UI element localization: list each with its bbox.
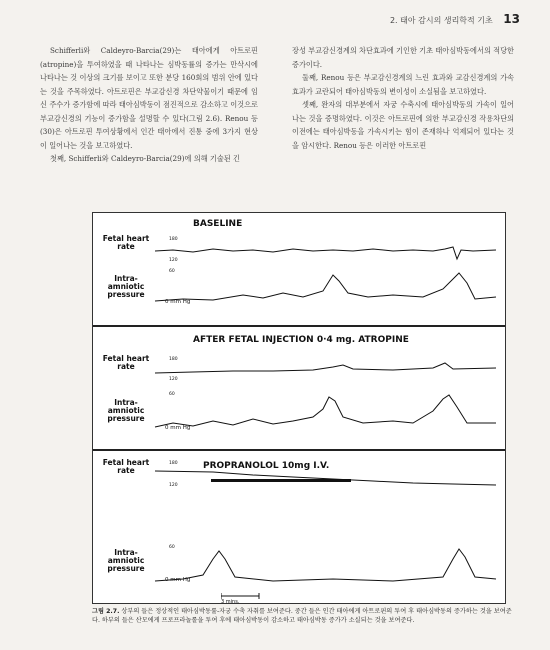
panel-title-propranolol: PROPRANOLOL 10mg I.V. (203, 461, 330, 471)
infusion-bar (211, 479, 351, 482)
caption-label: 그림 2.7. (92, 608, 120, 615)
right-paragraph-2: 둘째, Renou 등은 부교감신경계의 느린 효과와 교감신경계의 가속 효과가 교란되어 태아심박동의 변이성이 소실됨을 보고하였다. (292, 73, 514, 96)
fhr-tick-low: 120 (169, 377, 178, 382)
baseline-fhr-trace (155, 247, 496, 259)
panel-propranolol (93, 451, 505, 601)
left-paragraph-2: 첫째, Schifferli와 Caldeyro-Barcia(29)에 의해 기술된 긴 (50, 154, 240, 163)
iap-tick-high: 60 (169, 392, 175, 397)
left-column (40, 44, 258, 166)
iap-label: Intra-amniotic pressure (107, 398, 145, 423)
panel-baseline (93, 213, 505, 327)
panel-title-atropine: AFTER FETAL INJECTION 0·4 mg. ATROPINE (193, 335, 409, 345)
fhr-label: Fetal heart rate (102, 234, 150, 251)
fhr-label: Fetal heart rate (102, 458, 150, 475)
atropine-traces (153, 351, 498, 441)
right-column (292, 44, 514, 152)
panel-title-baseline: BASELINE (193, 219, 243, 229)
left-paragraph-1: Schifferli와 Caldeyro-Barcia(29)는 태아에게 아트로핀(atropine)을 투여하였을 때 나타나는 심박동률의 증가는 만삭시에 나타나는 것 이상의 크기를 보이고 또한 분당 160회의 범위 안에 있다는 것을 주목하였다. 아트로핀은 부교감신경 차단약물이기 때문에 임신 주수가 증가함에 따라 태아심박동이 점진적으로 감소하고 이것으로 부교감신경의 기능이 증가함을 설명할 수 있다(그림 2.6). Renou 등(30)은 아트로핀 투여상황에서 인간 태아에서 진통 중에 3가지 현상이 일어나는 것을 보고하였다. (40, 46, 258, 150)
iap-label: Intra-amniotic pressure (107, 548, 145, 573)
iap-unit: 0 mm Hg (165, 577, 191, 583)
figure-caption (92, 607, 512, 625)
fhr-tick-low: 120 (169, 483, 178, 488)
baseline-traces (153, 233, 498, 313)
right-paragraph-3: 셋째, 완자의 대부분에서 자궁 수축시에 태아심박동의 가속이 일어나는 것을 증명하였다. 이것은 아트로핀에 의한 부교감신경 작용차단의 이전에는 태아심박동을 가속시키는 힘이 존재하나 억제되어 있다는 것을 암시한다. Renou 등은 이러한 아트로핀 (292, 100, 514, 150)
chapter-title: 2. 태아 감시의 생리학적 기초 (389, 16, 493, 25)
atropine-iap-trace (155, 395, 496, 427)
iap-unit: 0 mm Hg (165, 299, 191, 305)
fhr-tick-high: 180 (169, 461, 178, 466)
caption-text: 상부의 들은 정상적인 태아심박동률-자궁 수축 자취를 보여준다. 중간 들은 인간 태아에게 아트로핀의 투여 후 태아심박동의 증가하는 것을 보여준다. 하부의 들은 산모에게 프로프라놀롤을 투여 후에 태아심박동이 감소하고 태아심박동 증가가 소실되는 것을 보여준다. (92, 608, 512, 624)
propranolol-fhr-trace (155, 471, 496, 485)
fhr-label: Fetal heart rate (102, 354, 150, 371)
propranolol-iap-trace (155, 549, 496, 581)
iap-tick-high: 60 (169, 269, 175, 274)
right-paragraph-1: 장성 부교감신경계의 차단효과에 기인한 기초 태아심박동에서의 적당한 증가이다. (292, 46, 515, 69)
fhr-tick-high: 180 (169, 237, 178, 242)
iap-label: Intra-amniotic pressure (107, 274, 145, 299)
baseline-iap-trace (155, 273, 496, 301)
time-scale-label: 3 mins. (221, 599, 240, 605)
iap-tick-high: 60 (169, 545, 175, 550)
propranolol-traces (153, 459, 498, 589)
atropine-fhr-trace (155, 363, 496, 373)
panel-atropine (93, 327, 505, 451)
fhr-tick-high: 180 (169, 357, 178, 362)
time-scale (221, 593, 261, 605)
running-header (390, 12, 520, 26)
page-number: 13 (503, 12, 520, 26)
iap-unit: 0 mm Hg (165, 425, 191, 431)
fhr-tick-low: 120 (169, 258, 178, 263)
figure-2-7 (92, 212, 506, 604)
